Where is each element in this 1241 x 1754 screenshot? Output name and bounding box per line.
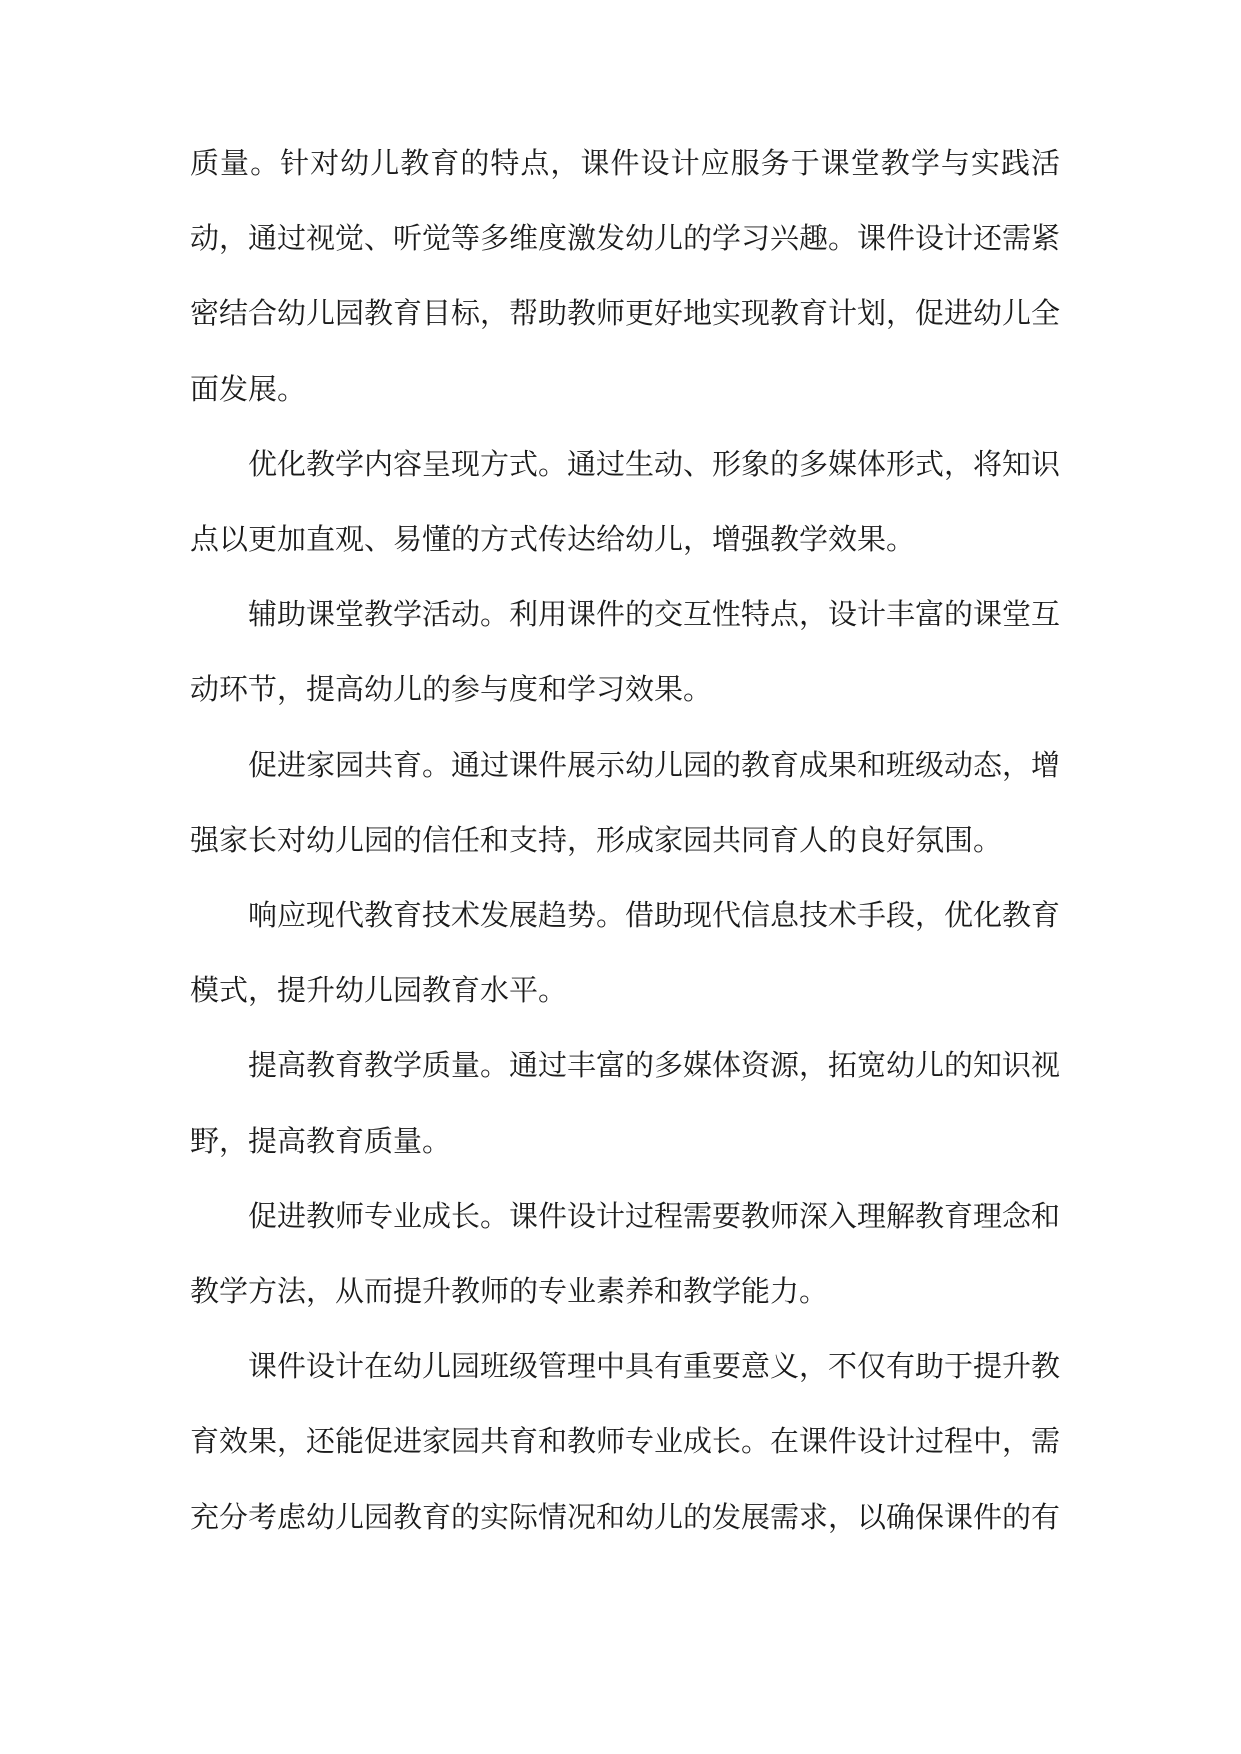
paragraph-modern-tech: 响应现代教育技术发展趋势。借助现代信息技术手段，优化教育模式，提升幼儿园教育水平。 [190,898,1061,1008]
paragraph-home-school: 促进家园共育。通过课件展示幼儿园的教育成果和班级动态，增强家长对幼儿园的信任和支持，形成家园共同育人的良好氛围。 [190,747,1061,857]
paragraph-teaching-quality: 提高教育教学质量。通过丰富的多媒体资源，拓宽幼儿的知识视野，提高教育质量。 [190,1048,1061,1158]
paragraph-continued-quality: 质量。针对幼儿教育的特点，课件设计应服务于课堂教学与实践活动，通过视觉、听觉等多维度激发幼儿的学习兴趣。课件设计还需紧密结合幼儿园教育目标，帮助教师更好地实现教育计划，促进幼儿全面发展。 [190,146,1061,406]
paragraph-optimize-presentation: 优化教学内容呈现方式。通过生动、形象的多媒体形式，将知识点以更加直观、易懂的方式传达给幼儿，增强教学效果。 [190,446,1061,557]
paragraph-teacher-growth: 促进教师专业成长。课件设计过程需要教师深入理解教育理念和教学方法，从而提升教师的专业素养和教学能力。 [190,1198,1061,1309]
paragraph-significance: 课件设计在幼儿园班级管理中具有重要意义，不仅有助于提升教育效果，还能促进家园共育和教师专业成长。在课件设计过程中，需充分考虑幼儿园教育的实际情况和幼儿的发展需求，以确保课件的有 [190,1349,1061,1534]
document-body [190,126,1060,1555]
paragraph-assist-classroom: 辅助课堂教学活动。利用课件的交互性特点，设计丰富的课堂互动环节，提高幼儿的参与度和学习效果。 [190,597,1061,707]
